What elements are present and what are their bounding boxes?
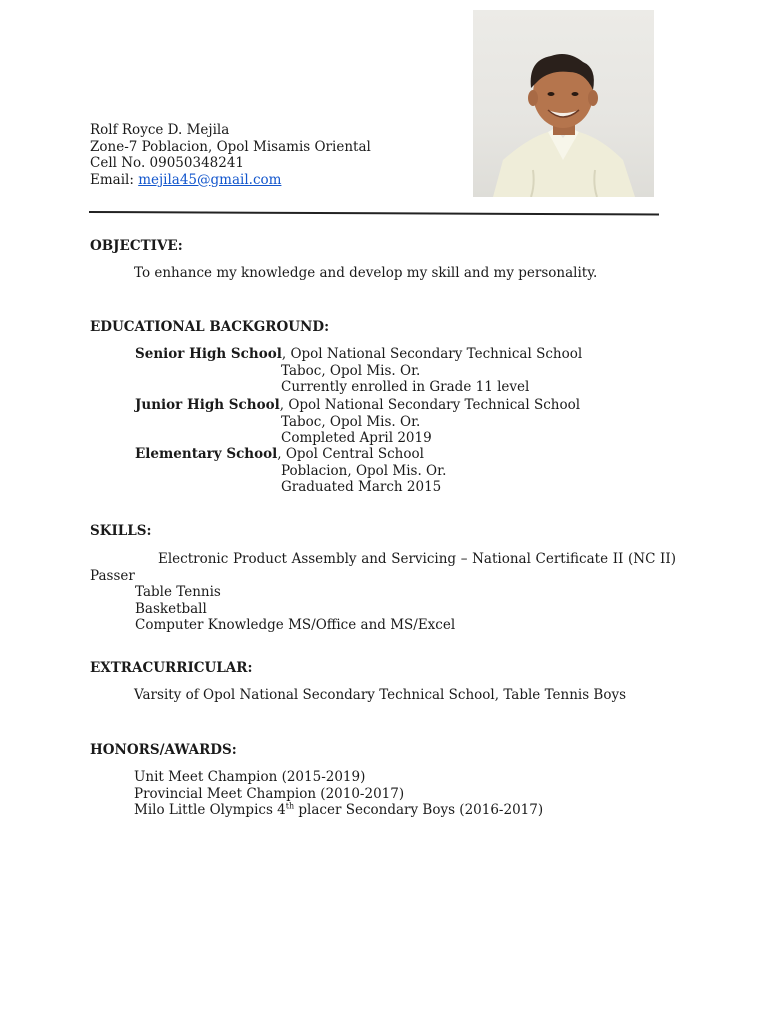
education-school: , Opol National Secondary Technical School	[279, 397, 581, 413]
header-divider	[89, 211, 659, 215]
skill-item-first-wrap: Passer	[90, 567, 135, 584]
education-entry-junior-high	[135, 397, 580, 447]
honors-heading: HONORS/AWARDS:	[90, 742, 237, 758]
education-school: , Opol National Secondary Technical School	[281, 346, 583, 362]
skills-heading: SKILLS:	[90, 523, 152, 539]
contact-block	[90, 122, 371, 188]
applicant-address: Zone-7 Poblacion, Opol Misamis Oriental	[90, 138, 371, 155]
education-entry-elementary	[135, 446, 446, 496]
applicant-name: Rolf Royce D. Mejila	[90, 122, 230, 138]
applicant-email-row	[90, 172, 371, 189]
education-location: Taboc, Opol Mis. Or.	[281, 413, 421, 430]
extracurricular-heading: EXTRACURRICULAR:	[90, 660, 253, 676]
honors-list	[134, 769, 543, 819]
honor-milo-sup: th	[285, 801, 295, 811]
honor-milo-prefix: Milo Little Olympics 4	[134, 802, 286, 818]
applicant-cell: Cell No. 09050348241	[90, 155, 245, 171]
extracurricular-text: Varsity of Opol National Secondary Technical School, Table Tennis Boys	[134, 687, 627, 703]
education-entry-senior-high	[135, 346, 582, 396]
objective-heading: OBJECTIVE:	[90, 238, 183, 254]
applicant-photo	[473, 10, 654, 197]
education-level: Junior High School	[135, 397, 280, 413]
objective-text: To enhance my knowledge and develop my skill and my personality.	[134, 265, 598, 281]
skill-item: Table Tennis	[135, 584, 221, 600]
skill-item-first: Electronic Product Assembly and Servicing – National Certificate II (NC II)	[158, 551, 676, 567]
education-school: , Opol Central School	[277, 446, 424, 462]
email-link[interactable]: mejila45@gmail.com	[138, 171, 282, 188]
honor-item: Unit Meet Champion (2015-2019)	[134, 769, 366, 785]
education-location: Taboc, Opol Mis. Or.	[281, 362, 421, 379]
skills-list	[90, 551, 676, 634]
education-location: Poblacion, Opol Mis. Or.	[281, 462, 447, 479]
portrait-illustration	[473, 10, 654, 197]
education-status: Completed April 2019	[281, 430, 432, 446]
education-level: Elementary School	[135, 446, 278, 462]
honor-item: Provincial Meet Champion (2010-2017)	[134, 785, 405, 802]
skill-item: Computer Knowledge MS/Office and MS/Excel	[135, 617, 456, 633]
education-level: Senior High School	[135, 346, 282, 362]
education-status: Currently enrolled in Grade 11 level	[281, 379, 530, 395]
education-heading: EDUCATIONAL BACKGROUND:	[90, 319, 330, 335]
email-label: Email:	[90, 171, 139, 188]
skill-item: Basketball	[135, 600, 207, 617]
education-status: Graduated March 2015	[281, 479, 442, 495]
honor-milo-suffix: placer Secondary Boys (2016-2017)	[294, 802, 544, 818]
honor-item	[134, 802, 543, 819]
